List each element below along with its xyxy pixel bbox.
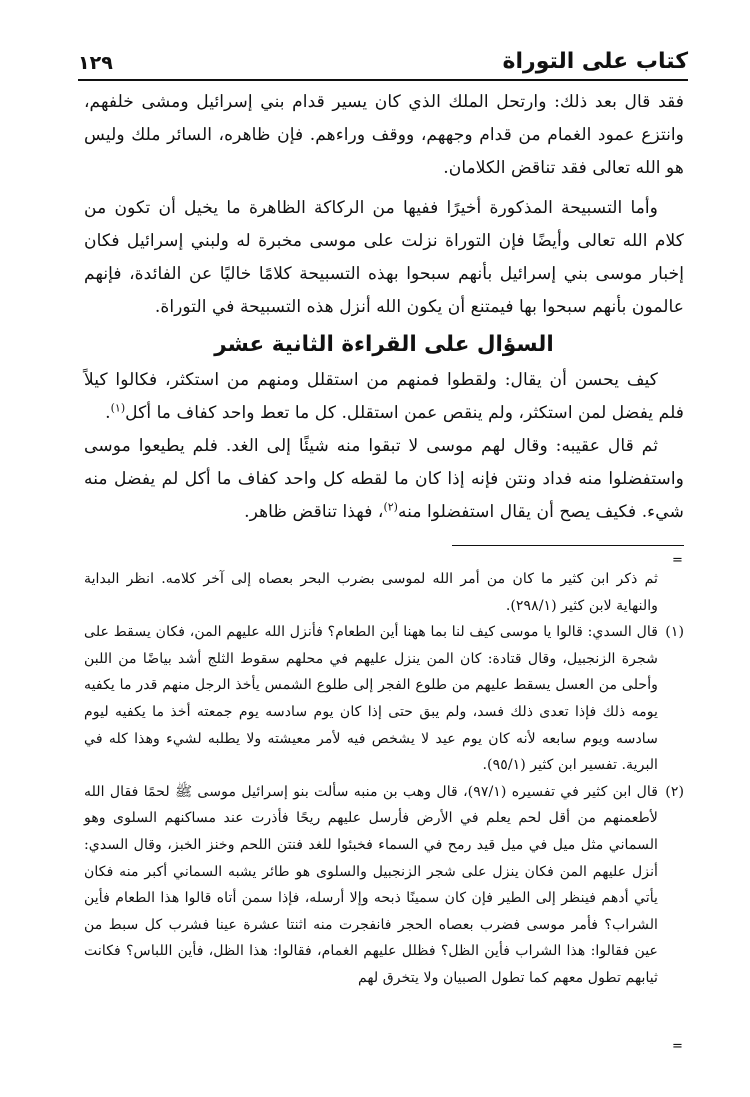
- header-rule: [78, 79, 688, 81]
- footnote-reference[interactable]: (١): [110, 401, 126, 415]
- paragraph-text: ثم قال عقيبه: وقال لهم موسى لا تبقوا منه شيئًا إلى الغد. فلم يطيعوا موسى واستفضلوا منه فداد ونتن فإنه إذا كان ما لقطه كل واحد كفاف ما أكل لم يفضل منه شيء. فكيف يصح أن يقال استفضلوا منه: [84, 436, 684, 522]
- continuation-mark: =: [672, 553, 683, 568]
- page-number: ١٢٩: [78, 52, 113, 74]
- footnote-item: [84, 779, 684, 992]
- paragraph: فقد قال بعد ذلك: وارتحل الملك الذي كان يسير قدام بني إسرائيل ومشى خلفهم، وانتزع عمود الغمام من قدام وجههم، ووقف وراءهم. فإن ظاهره، السائر ملك وليس هو الله تعالى فقد تناقض الكلامان.: [84, 92, 684, 178]
- footnote-item: [84, 619, 684, 779]
- continuation-mark: =: [672, 1039, 683, 1054]
- paragraph-text: كيف يحسن أن يقال: ولقطوا فمنهم من استقلل ومنهم من استكثر، فكالوا كيلاً فلم يفضل لمن استكثر، ولم ينقص عمن استقلل. كل ما تعط واحد كفاف ما أكل: [84, 370, 684, 423]
- paragraph-text: ، فهذا تناقض ظاهر.: [244, 502, 384, 522]
- section-heading: السؤال على القراءة الثانية عشر: [214, 332, 554, 357]
- page-header: [78, 40, 688, 74]
- paragraph: وأما التسبيحة المذكورة أخيرًا ففيها من الركاكة الظاهرة ما يخيل أن تكون من كلام الله تعالى وأيضًا فإن التوراة نزلت على موسى مخبرة له ولبني إسرائيل فكان إخبار موسى بني إسرائيل بأنهم سبحوا بهذه التسبيحة كلامًا خاليًا عن الفائدة، فإنهم عالمون بأنهم سبحوا بها فيمتنع أن يكون الله أنزل هذه التسبيحة في التوراة.: [84, 198, 684, 317]
- running-title: كتاب على التوراة: [502, 49, 688, 74]
- footnote-reference[interactable]: (٢): [383, 500, 398, 514]
- main-text: [84, 86, 684, 529]
- footnotes: [84, 566, 684, 992]
- footnote-number: (٢): [665, 783, 684, 800]
- footnote-number: (١): [665, 624, 684, 641]
- footnote-text: قال ابن كثير في تفسيره (٩٧/١)، قال وهب بن منبه سألت بنو إسرائيل موسى ﷺ لحمًا فقال الله لأطعمنهم من أقل لحم يعلم في الأرض فأرسل عليهم ريحًا فأذرت عند مساكنهم السلوى وهو السماني مثل ميل في ميل قيد رمح في السماء فخبئوا للغد فنتن اللحم وخنز الخبز، وقال السدي: أنزل عليهم المن فكان ينزل على شجر الزنجبيل والسلوى هو طائر يشبه السماني أكبر منه فكان يأتي أدهم فينظر إلى الطير فإن كان سمينًا ذبحه وإلا أرسله، فإذا سمن أتاه قالوا هذا الطعام فأين الشراب؟ فأمر موسى فضرب بعصاه الحجر فانفجرت منه اثنتا عشرة عينا فشرب كل سبط من عين فقالوا: هذا الشراب فأين الظل؟ فظلل عليهم الغمام، فقالوا: هذا الظل، فأين اللباس؟ فكانت ثيابهم تطول معهم كما تطول الصبيان ولا يتخرق لهم: [84, 783, 659, 986]
- footnote-separator: [452, 545, 684, 546]
- paragraph-text: .: [105, 403, 111, 423]
- footnote-continuation: ثم ذكر ابن كثير ما كان من أمر الله لموسى بضرب البحر بعصاه إلى آخر كلامه. انظر البداية والنهاية لابن كثير (٢٩٨/١).: [84, 571, 658, 614]
- paragraph: [84, 430, 684, 529]
- footnote-text: قال السدي: قالوا يا موسى كيف لنا بما ههنا أين الطعام؟ فأنزل الله عليهم المن، فكان يسقط على شجرة الزنجبيل، وقال قتادة: كان المن ينزل عليهم في محلهم سقوط الثلج أشد بياضًا من اللبن وأحلى من العسل يسقط عليهم من طلوع الفجر إلى طلوع الشمس يأخذ الرجل منهم قدر ما يكفيه يومه ذلك فإذا تعدى ذلك فسد، ولم يبق حتى إذا كان يوم سادسه يوم جمعته أخذ ما يكفيه ليوم سادسه ويوم سابعه لأنه كان يوم عيد لا يشخص فيه لأمر معيشته ولا يطلبه لشيء وهذا كله في البرية. تفسير ابن كثير (٩٥/١).: [84, 624, 658, 774]
- paragraph: [84, 364, 684, 430]
